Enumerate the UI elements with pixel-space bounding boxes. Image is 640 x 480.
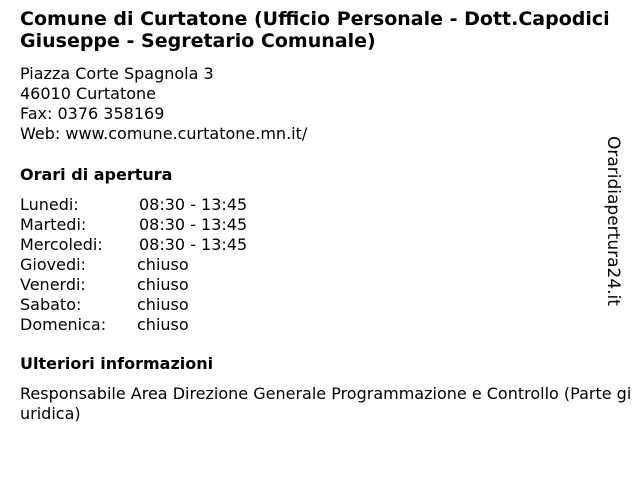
page-title: Comune di Curtatone (Ufficio Personale - Dott.Capodici Giuseppe - Segretario Comunale) <box>20 8 610 52</box>
hours-row-thursday <box>20 255 620 275</box>
hours-time: chiuso <box>137 255 189 274</box>
hours-row-wednesday <box>20 235 620 255</box>
hours-time: 08:30 - 13:45 <box>139 195 248 214</box>
hours-day: Giovedi: <box>20 255 86 274</box>
hours-time: chiuso <box>137 295 189 314</box>
address-web[interactable]: Web: www.comune.curtatone.mn.it/ <box>20 124 308 143</box>
hours-row-saturday <box>20 295 620 315</box>
hours-time: chiuso <box>137 275 189 294</box>
hours-day: Lunedi: <box>20 195 79 214</box>
hours-day: Domenica: <box>20 315 107 334</box>
address-block <box>20 64 620 144</box>
hours-row-friday <box>20 275 620 295</box>
hours-time: 08:30 - 13:45 <box>139 215 248 234</box>
hours-day: Martedi: <box>20 215 87 234</box>
hours-time: 08:30 - 13:45 <box>139 235 248 254</box>
hours-row-sunday <box>20 315 620 335</box>
address-fax: Fax: 0376 358169 <box>20 104 165 123</box>
hours-day: Sabato: <box>20 295 82 314</box>
side-brand-watermark <box>603 136 636 306</box>
hours-day: Venerdi: <box>20 275 86 294</box>
opening-hours-heading: Orari di apertura <box>20 165 173 184</box>
opening-hours-table <box>20 195 620 335</box>
hours-time: chiuso <box>137 315 189 334</box>
hours-day: Mercoledi: <box>20 235 103 254</box>
more-info-heading: Ulteriori informazioni <box>20 354 214 373</box>
more-info-text: Responsabile Area Direzione Generale Programmazione e Controllo (Parte giuridica) <box>20 384 632 423</box>
hours-row-monday <box>20 195 620 215</box>
main-content <box>20 8 632 424</box>
address-city: 46010 Curtatone <box>20 84 156 103</box>
side-brand-text: Oraridiapertura24.it <box>603 136 623 306</box>
hours-row-tuesday <box>20 215 620 235</box>
address-street: Piazza Corte Spagnola 3 <box>20 64 214 83</box>
